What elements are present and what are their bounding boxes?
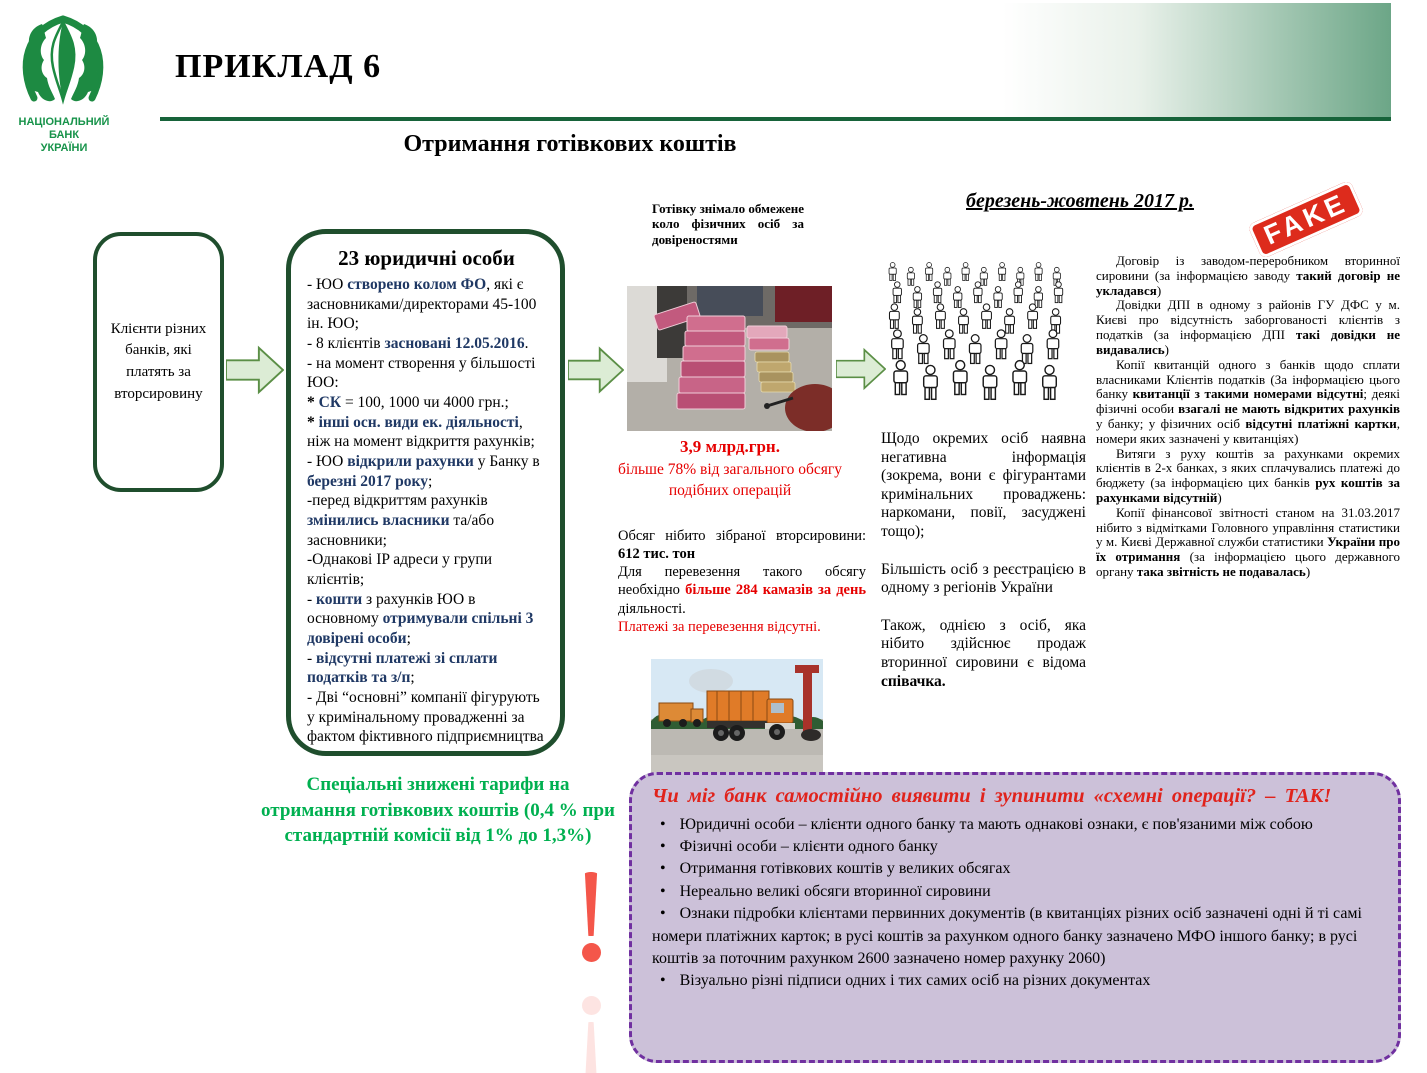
cash-withdraw-note: Готівку знімало обмежене коло фізичних осіб за довіреностями bbox=[652, 201, 804, 247]
entities-box-title: 23 юридичні особи bbox=[338, 246, 515, 270]
entities-line: - ЮО відкрили рахунки у Банку в березні 2017 року; bbox=[307, 453, 540, 490]
volume-line: Платежі за перевезення відсутні. bbox=[618, 618, 821, 635]
entities-line: -Однакові IP адреси у групи клієнтів; bbox=[307, 551, 492, 589]
bank-name-line: НАЦІОНАЛЬНИЙ bbox=[18, 116, 110, 128]
entities-line: - відсутні платежі зі сплати податків та з/п; bbox=[307, 649, 498, 687]
insight-heading: Чи міг банк самостійно виявити і зупинити «схемні операції? – ТАК! bbox=[652, 785, 1332, 807]
entities-line: - ЮО створено колом ФО, які є засновниками/директорами 45-100 ін. ЮО; bbox=[307, 276, 537, 333]
amount-label: 3,9 млрд.грн. bbox=[680, 437, 780, 456]
insight-bullet: • Юридичні особи – клієнти одного банку та мають однакові ознаки, є пов'язаними між собою bbox=[652, 814, 1378, 836]
fake-stamp: FAKE bbox=[1247, 180, 1364, 259]
entities-line: - на момент створення у більшості ЮО: bbox=[307, 354, 536, 392]
tariff-note: Спеціальні знижені тарифи на отримання готівкових коштів (0,4 % при стандартній комісії від 1% до 1,3%) bbox=[261, 774, 615, 847]
entities-box bbox=[286, 229, 565, 756]
negative-info-paragraph: Щодо окремих осіб наявна негативна інформація (зокрема, вони є фігурантами кримінальних проваджень: наркомани, повії, засуджені тощо); bbox=[881, 430, 1086, 540]
trucks-image bbox=[651, 659, 823, 773]
slide-subtitle: Отримання готівкових коштів bbox=[403, 131, 737, 157]
clients-box bbox=[93, 232, 224, 492]
evidence-paragraph: Копії фінансової звітності станом на 31.03.2017 нібито з відмітками Головного управління статистики у м. Києві Державної служби статистики України про їх отримання (за інформацією цього державного органу така звітність не подавалась) bbox=[1096, 504, 1400, 580]
evidence-paragraph: Копії квитанцій одного з банків щодо сплати власниками Клієнтів податків (За інформацією цього банку квитанції з такими номерами відсутні; деякі фізичні особи взагалі не мають відкритих рахунків у банку; у фізичних осіб відсутні платіжні картки, номери яких зазначені у квитанціях) bbox=[1096, 356, 1401, 446]
insight-bullet: • Візуально різні підписи одних і тих самих осіб на різних документах bbox=[652, 970, 1378, 992]
crowd-image bbox=[884, 250, 1076, 432]
evidence-paragraph: Довідки ДПІ в одному з районів ГУ ДФС у м. Києві про відсутність заборгованості клієнтів з податків (за інформацією ДПІ такі довідки не видавались) bbox=[1096, 297, 1400, 357]
clients-box-text: Клієнти різних банків, які платять за вторсировину bbox=[110, 320, 207, 402]
arrow-right-icon bbox=[836, 344, 886, 394]
negative-info-paragraph: Більшість осіб з реєстрацією в одному з регіонів України bbox=[881, 560, 1086, 597]
amount-subtitle: більше 78% від загального обсягу подібних операцій bbox=[618, 461, 842, 499]
insight-bullets bbox=[652, 814, 1378, 993]
header-gradient-bar bbox=[1002, 3, 1391, 117]
insight-box bbox=[629, 772, 1401, 1063]
bank-name-line: БАНК bbox=[48, 129, 80, 141]
insight-bullet: • Фізичні особи – клієнти одного банку bbox=[652, 836, 1378, 858]
bank-name-line: УКРАЇНИ bbox=[40, 142, 88, 154]
bank-name bbox=[0, 116, 128, 155]
nbu-logo-icon bbox=[8, 4, 118, 114]
slide-title: ПРИКЛАД 6 bbox=[175, 48, 382, 85]
entities-line: - 8 клієнтів засновані 12.05.2016. bbox=[307, 335, 529, 353]
negative-info-paragraph: Також, однією з осіб, яка нібито здійснює продаж вторинної сировини є відома співачка. bbox=[881, 616, 1086, 690]
volume-line: Для перевезення такого обсягу необхідно більше 284 камазів за день діяльності. bbox=[618, 564, 867, 617]
entities-line: - кошти з рахунків ЮО в основному отримували спільні 3 довірені особи; bbox=[307, 590, 534, 648]
exclamation-icon bbox=[578, 872, 604, 968]
evidence-notes bbox=[1096, 254, 1400, 580]
entities-line: - Дві “основні” компанії фігурують у кримінальному провадженні за фактом фіктивного підприємництва bbox=[307, 689, 544, 746]
evidence-paragraph: Витяги з руху коштів за рахунками окремих клієнтів в 2-х банках, з яких сплачувались платежі до бюджету (за інформацією цих банків рух коштів за рахунками відсутній) bbox=[1096, 445, 1400, 505]
cash-stacks-image bbox=[627, 286, 832, 431]
header-divider bbox=[160, 117, 1391, 121]
volume-line: Обсяг нібито зібраної вторсировини: 612 тис. тон bbox=[618, 528, 866, 563]
entities-line: * інші осн. види ек. діяльності, ніж на момент відкриття рахунків; bbox=[307, 413, 535, 451]
evidence-paragraph: Договір із заводом-переробником вторинної сировини (за інформацією заводу такий договір не укладався) bbox=[1096, 253, 1400, 298]
insight-bullet: • Отримання готівкових коштів у великих обсягах bbox=[652, 858, 1378, 880]
arrow-right-icon bbox=[226, 344, 284, 396]
entities-box-lines bbox=[307, 275, 546, 747]
exclamation-reflection-icon bbox=[578, 990, 604, 1073]
entities-line: -перед відкриттям рахунків змінились власники та/або засновники; bbox=[307, 492, 495, 549]
negative-info bbox=[881, 430, 1086, 710]
period-heading: березень-жовтень 2017 р. bbox=[966, 190, 1194, 212]
insight-bullet: • Ознаки підробки клієнтами первинних документів (в квитанціях різних осіб зазначені одні й ті самі номери платіжних карток; в русі коштів за рахунком одного банку зазначено МФО іншого банку; в русі коштів за поточним рахунком 2600 зазначено номер рахунку 2060) bbox=[652, 903, 1378, 970]
arrow-right-icon bbox=[568, 342, 624, 398]
entities-line: * СК = 100, 1000 чи 4000 грн.; bbox=[307, 394, 509, 412]
insight-bullet: • Нереально великі обсяги вторинної сировини bbox=[652, 881, 1378, 903]
volume-note bbox=[618, 527, 866, 636]
